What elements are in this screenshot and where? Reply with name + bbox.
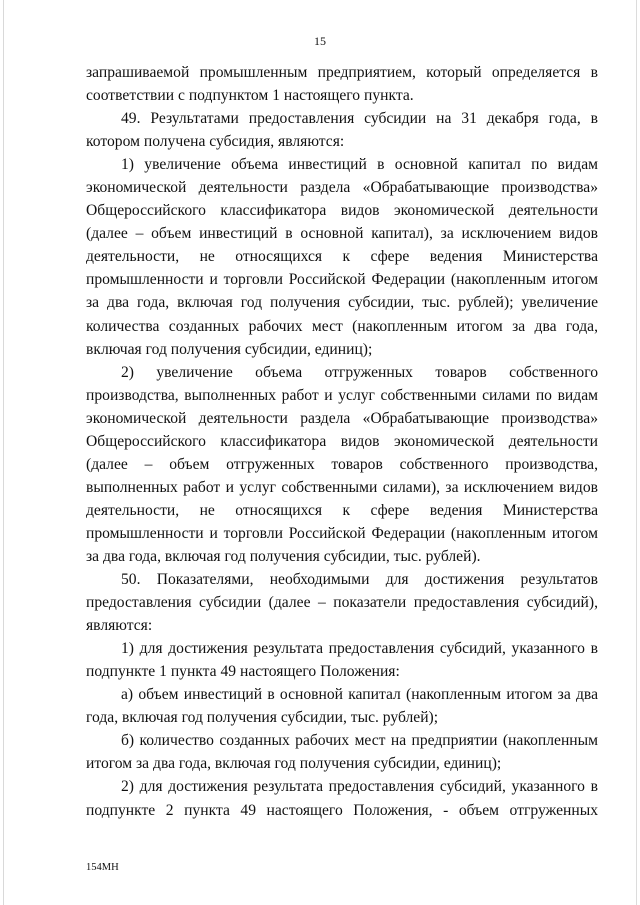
- page-number: 15: [314, 34, 326, 48]
- scan-edge-right: [636, 0, 637, 905]
- paragraph-50-item-2: 2) для достижения результата предоставления субсидий, указанного в подпункте 2 пункта 49 настоящего Положения, - объем отгруженных: [86, 778, 598, 819]
- scan-edge-left: [3, 0, 4, 905]
- document-code: 154МН: [86, 862, 119, 873]
- document-body: [86, 61, 598, 822]
- paragraph-50-item-1a: а) объем инвестиций в основной капитал (накопленным итогом за два года, включая год получения субсидии, тыс. рублей);: [86, 686, 598, 727]
- paragraph-49: 49. Результатами предоставления субсидии на 31 декабря года, в котором получена субсидия, являются:: [86, 110, 598, 151]
- paragraph-continuation: запрашиваемой промышленным предприятием, который определяется в соответствии с подпунктом 1 настоящего пункта.: [86, 64, 598, 105]
- paragraph-50: 50. Показателями, необходимыми для достижения результатов предоставления субсидии (далее – показатели предоставления субсидий), являются:: [86, 571, 598, 635]
- paragraph-50-item-1b: б) количество созданных рабочих мест на предприятии (накопленным итогом за два года, включая год получения субсидии, единиц);: [86, 732, 598, 773]
- paragraph-49-item-1: 1) увеличение объема инвестиций в основной капитал по видам экономической деятельности раздела «Обрабатывающие производства» Общероссийского классификатора видов экономической деятельности (далее – объем инвестиций в основной капитал), за исключением видов деятельности, не относящихся к сфере ведения Министерства промышленности и торговли Российской Федерации (накопленным итогом за два года, включая год получения субсидии, тыс. рублей); увеличение количества созданных рабочих мест (накопленным итогом за два года, включая год получения субсидии, единиц);: [86, 156, 598, 358]
- paragraph-50-item-1: 1) для достижения результата предоставления субсидий, указанного в подпункте 1 пункта 49 настоящего Положения:: [86, 640, 598, 681]
- paragraph-49-item-2: 2) увеличение объема отгруженных товаров собственного производства, выполненных работ и услуг собственными силами по видам экономической деятельности раздела «Обрабатывающие производства» Общероссийского классификатора видов экономической деятельности (далее – объем отгруженных товаров собственного производства, выполненных работ и услуг собственными силами), за исключением видов деятельности, не относящихся к сфере ведения Министерства промышленности и торговли Российской Федерации (накопленным итогом за два года, включая год получения субсидии, тыс. рублей).: [86, 363, 598, 565]
